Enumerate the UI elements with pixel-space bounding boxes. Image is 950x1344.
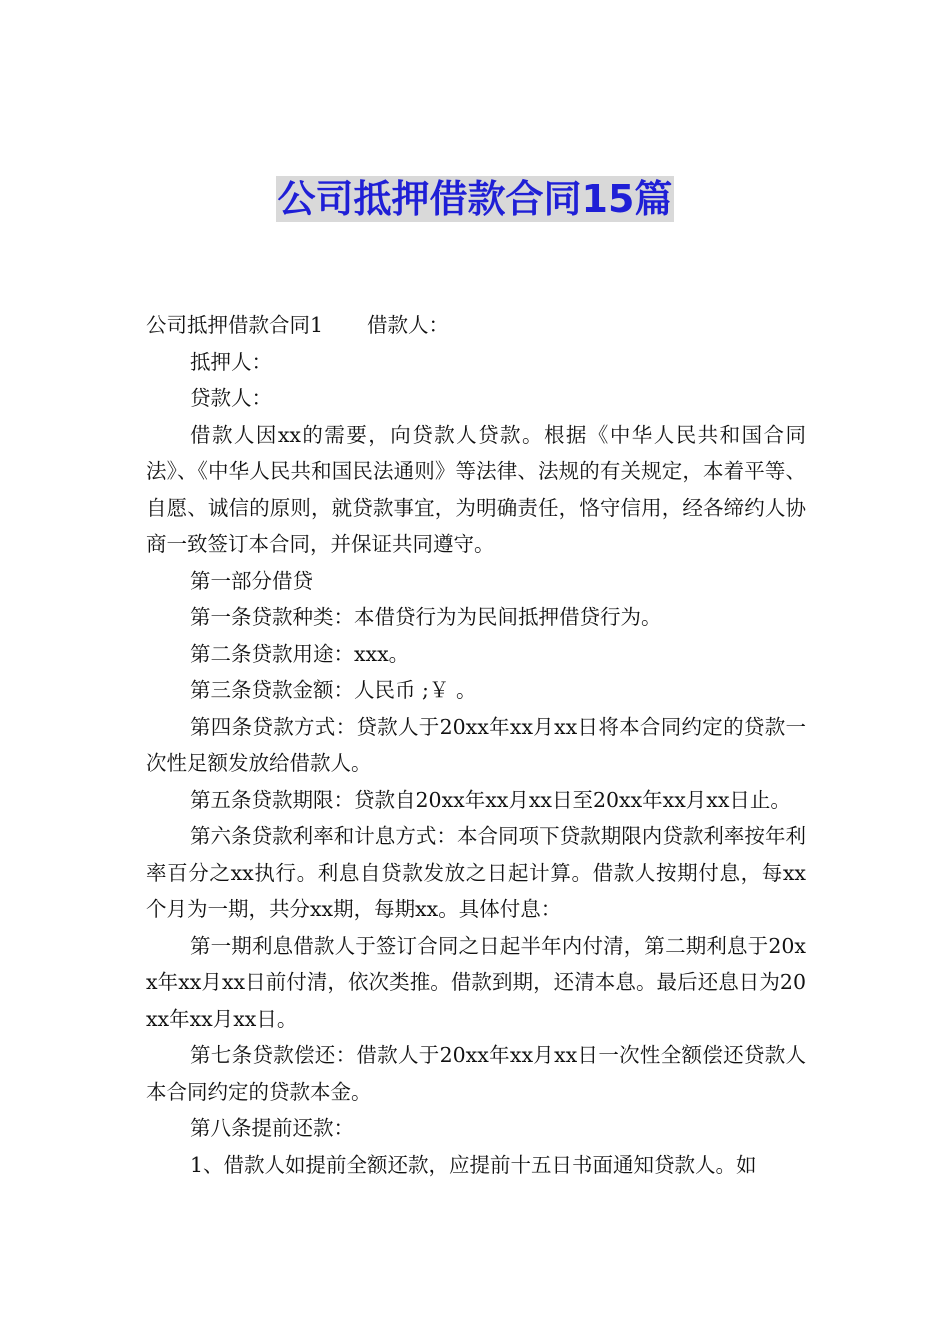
paragraph: 1、借款人如提前全额还款，应提前十五日书面通知贷款人。如 [190,1152,757,1177]
paragraph: 第一期利息借款人于签订合同之日起半年内付清，第二期利息于20xx年xx月xx日前付清，依次类推。借款到期，还清本息。最后还息日为20xx年xx月xx日。 [146,933,806,1031]
paragraph: 第七条贷款偿还：借款人于20xx年xx月xx日一次性全额偿还贷款人本合同约定的贷款本金。 [146,1043,806,1104]
borrower-label: 借款人： [367,313,450,337]
paragraph: 借款人因xx的需要，向贷款人贷款。根据《中华人民共和国合同法》、《中华人民共和国民法通则》等法律、法规的有关规定，本着平等、自愿、诚信的原则，就贷款事宜，为明确责任，恪守信用，经各缔约人协商一致签订本合同，并保证共同遵守。 [146,422,806,556]
title-wrap [0,176,950,222]
first-line [146,307,806,344]
paragraph: 抵押人： [190,349,272,374]
paragraph: 第五条贷款期限：贷款自20xx年xx月xx日至20xx年xx月xx日止。 [190,787,791,812]
paragraph: 第八条提前还款： [190,1116,354,1140]
paragraph: 第一条贷款种类：本借贷行为为民间抵押借贷行为。 [190,605,662,629]
paragraph: 第一部分借贷 [190,568,313,593]
document-body [146,307,806,1183]
paragraph: 第二条贷款用途：xxx。 [190,641,410,666]
paragraph: 第四条贷款方式：贷款人于20xx年xx月xx日将本合同约定的贷款一次性足额发放给借款人。 [146,714,806,775]
paragraph: 第六条贷款利率和计息方式：本合同项下贷款期限内贷款利率按年利率百分之xx执行。利息自贷款发放之日起计算。借款人按期付息，每xx个月为一期，共分xx期，每期xx。具体付息： [146,824,806,921]
paragraph: 贷款人： [190,386,272,410]
document-title: 公司抵押借款合同15篇 [277,177,673,221]
section-heading: 公司抵押借款合同1 [146,313,324,337]
paragraph: 第三条贷款金额：人民币 ;￥ 。 [190,678,477,702]
